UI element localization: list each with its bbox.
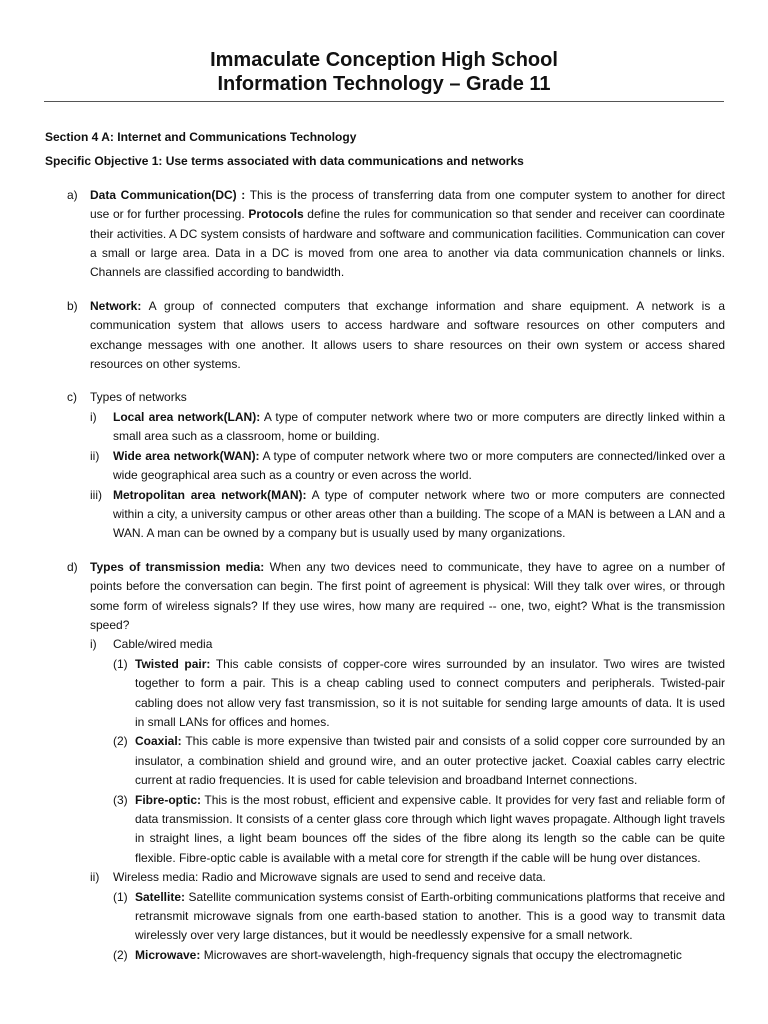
item-label: c): [67, 390, 77, 405]
list-item: [45, 447, 725, 486]
item-types-of-networks: [45, 388, 725, 407]
definition-text: Satellite communication systems consist of Earth-orbiting communications platforms that receive and retransmit microwave signals from one earth-based station to another. This is a good way to transmit data wirelessly over very large distances, but it would be needlessly expensive for a small network.: [135, 889, 725, 943]
subsub-label: (3): [113, 792, 128, 807]
subsub-label: (2): [113, 734, 128, 749]
list-item: [45, 946, 725, 965]
objective-heading: Specific Objective 1: Use terms associated with data communications and networks: [45, 154, 524, 169]
sub-label: i): [90, 637, 97, 652]
document-header: [0, 0, 768, 96]
term: Coaxial:: [135, 734, 182, 749]
definition-text: define the rules for communication so that sender and receiver can coordinate their activities. A DC system consists of hardware and software and communication facilities. Communication can cover a small or large area. Data in a DC is moved from one area to another via data communication channels or links. Channels are classified according to bandwidth.: [90, 207, 725, 280]
term: Fibre-optic:: [135, 792, 201, 807]
term: Twisted pair:: [135, 656, 211, 671]
item-network: [45, 297, 725, 375]
subsub-label: (2): [113, 947, 128, 962]
definition-text: A type of computer network where two or more computers are connected/linked over a wide geographical area such as a country or even across the world.: [113, 448, 725, 483]
list-item: [45, 486, 725, 544]
list-item: [45, 732, 725, 790]
list-item: [45, 408, 725, 447]
definition-text: Microwaves are short-wavelength, high-frequency signals that occupy the electromagnetic: [200, 947, 682, 962]
course-title: Information Technology – Grade 11: [217, 73, 551, 95]
definition-text: A type of computer network where two or more computers are directly linked within a small area such as a classroom, home or building.: [113, 409, 725, 444]
definition-text: A group of connected computers that exchange information and share equipment. A network is a communication system that allows users to access hardware and software resources on other computers and exchange messages with one another. It allows users to share resources on their own system or access shared resources on other systems.: [90, 298, 725, 372]
definition-text: This is the most robust, efficient and expensive cable. It provides for very fast and reliable form of data transmission. It consists of a center glass core through which light waves propagate. Although light travels in straight lines, a light beam bounces off the sides of the fibre along its length so the cable can be quite flexible. Fibre-optic cable is available with a metal core for strength if the cable will be hung over distances.: [135, 792, 725, 865]
list-item: [45, 868, 725, 887]
list-item: [45, 888, 725, 946]
section-heading: Section 4 A: Internet and Communications Technology: [45, 130, 357, 144]
sub-label: i): [90, 409, 97, 424]
item-transmission-media: [45, 558, 725, 636]
term: Satellite:: [135, 889, 186, 904]
school-name: Immaculate Conception High School: [210, 49, 558, 71]
definition-text: When any two devices need to communicate, they have to agree on a number of points before the conversation can begin. The first point of agreement is physical: Will they talk over wires, or through some form of wireless signals? If they use wires, how many are required -- one, two, eight? What is the transmission speed?: [90, 559, 725, 632]
term: Network:: [90, 298, 142, 313]
definition-text: A type of computer network where two or more computers are connected within a city, a university campus or other areas other than a building. The scope of a MAN is between a LAN and a WAN. A man can be owned by a company but is usually used by many organizations.: [113, 487, 725, 541]
subsub-label: (1): [113, 889, 128, 904]
item-label: d): [67, 559, 78, 574]
sub-label: ii): [90, 448, 100, 463]
definition-text: This cable consists of copper-core wires surrounded by an insulator. Two wires are twisted together to form a pair. This is a cheap cabling used to connect computers and peripherals. Twisted-pair cabling does not allow very fast transmission, so it is not suitable for sending large amounts of data. It is used in small LANs for offices and homes.: [135, 656, 725, 729]
sub-label: ii): [90, 870, 100, 885]
list-item: [45, 635, 725, 654]
term: Metropolitan area network(MAN):: [113, 487, 307, 502]
term: Microwave:: [135, 947, 201, 962]
item-label: a): [67, 187, 78, 202]
term: Local area network(LAN):: [113, 409, 261, 424]
term: Types of transmission media:: [90, 559, 265, 574]
list-item: [45, 655, 725, 733]
item-text: Types of networks: [90, 390, 187, 405]
item-text: Cable/wired media: [113, 637, 213, 652]
list-item: [45, 791, 725, 869]
term: Protocols: [248, 207, 304, 222]
subsub-label: (1): [113, 656, 128, 671]
definition-text: This is the process of transferring data from one computer system to another for direct use or for further processing.: [90, 187, 725, 222]
document-body: [45, 128, 725, 965]
term: Data Communication(DC) :: [90, 187, 246, 202]
item-text: Wireless media: Radio and Microwave signals are used to send and receive data.: [113, 870, 546, 885]
item-data-communication: [45, 186, 725, 283]
sub-label: iii): [90, 487, 102, 502]
definition-text: This cable is more expensive than twisted pair and consists of a solid copper core surrounded by an insulator, a combination shield and ground wire, and an outer protective jacket. Coaxial cables carry electric current at radio frequencies. It is used for cable television and broadband Internet connections.: [135, 734, 725, 788]
item-label: b): [67, 298, 78, 313]
header-divider: [44, 101, 724, 102]
term: Wide area network(WAN):: [113, 448, 260, 463]
